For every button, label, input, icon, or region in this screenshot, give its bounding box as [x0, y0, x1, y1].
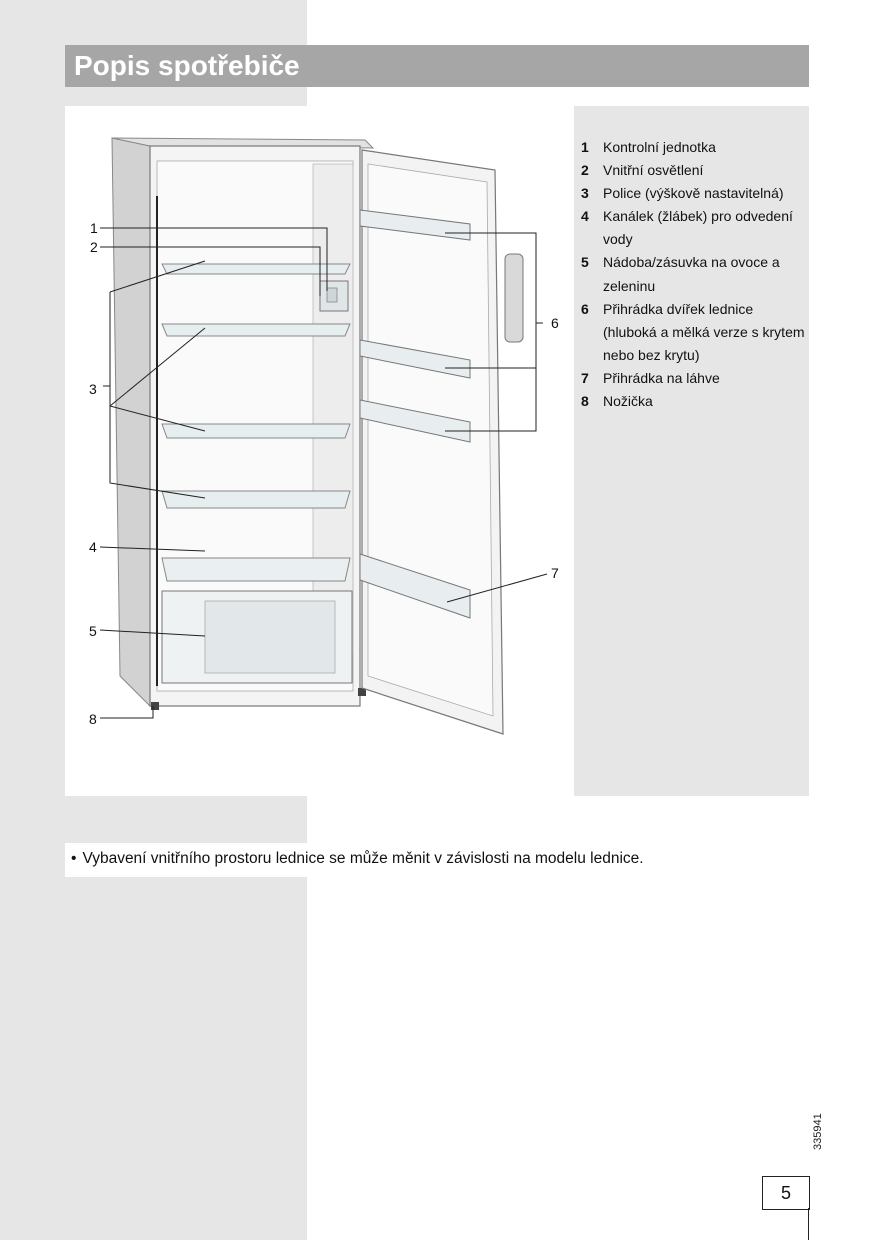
fridge-illustration — [65, 106, 574, 796]
callout-8: 8 — [89, 711, 97, 727]
foot-left — [151, 702, 159, 710]
legend-item — [581, 367, 809, 390]
legend-item — [581, 159, 809, 182]
legend-number: 5 — [581, 254, 589, 271]
crisper-drawer — [162, 591, 352, 683]
legend-panel — [574, 106, 809, 796]
legend-text: Vnitřní osvětlení — [603, 162, 704, 179]
legend-text: Přihrádka dvířek lednice (hluboká a mělká verze s krytem nebo bez krytu) — [603, 300, 805, 363]
page-number-rule — [808, 1208, 809, 1240]
legend-text: Nádoba/zásuvka na ovoce a zeleninu — [603, 254, 780, 294]
legend-item — [581, 298, 809, 367]
legend-text: Přihrádka na láhve — [603, 369, 720, 386]
legend-item — [581, 136, 809, 159]
legend-number: 1 — [581, 139, 589, 155]
note-text: Vybavení vnitřního prostoru lednice se může měnit v závislosti na modelu lednice. — [82, 850, 644, 867]
callout-5: 5 — [89, 623, 97, 639]
control-unit — [320, 281, 348, 311]
legend-item — [581, 182, 809, 205]
legend-text: Nožička — [603, 393, 653, 410]
page-title: Popis spotřebiče — [74, 50, 300, 81]
legend-number: 4 — [581, 208, 589, 225]
callout-6: 6 — [551, 315, 559, 331]
legend-text: Police (výškově nastavitelná) — [603, 185, 784, 202]
page-number: 5 — [762, 1176, 810, 1210]
callout-7: 7 — [551, 565, 559, 581]
legend-number: 6 — [581, 300, 589, 317]
note-paragraph — [65, 843, 809, 869]
legend-number: 8 — [581, 393, 589, 410]
figure-panel — [65, 106, 574, 796]
legend-text: Kanálek (žlábek) pro odvedení vody — [603, 208, 793, 248]
title-bar — [65, 45, 809, 87]
callout-2: 2 — [90, 239, 98, 255]
note-row — [65, 843, 809, 877]
callout-4: 4 — [89, 539, 97, 555]
document-code: 335941 — [812, 1113, 824, 1150]
bullet-icon: • — [71, 850, 77, 867]
legend-number: 3 — [581, 185, 589, 202]
callout-3: 3 — [89, 381, 97, 397]
legend-item — [581, 205, 809, 251]
legend-item — [581, 251, 809, 297]
legend-text: Kontrolní jednotka — [603, 139, 716, 155]
legend-item — [581, 390, 809, 413]
legend-number: 2 — [581, 162, 589, 179]
legend-list — [581, 136, 809, 413]
callout-1: 1 — [90, 220, 98, 236]
fridge-door — [360, 150, 523, 734]
legend-number: 7 — [581, 369, 589, 386]
